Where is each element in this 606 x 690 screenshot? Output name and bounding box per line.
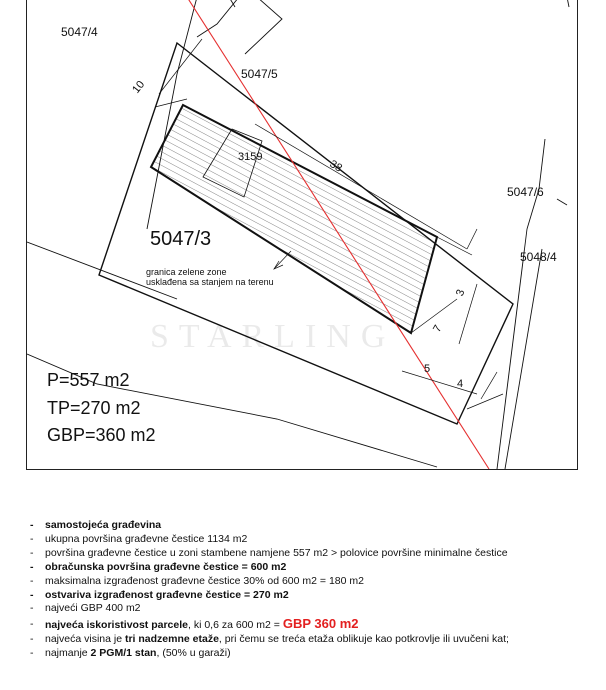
dimension-label-38: 38 (327, 158, 345, 175)
spec-item-1: - samostojeća građevina (30, 519, 509, 533)
dimension-label-3: 3 (454, 287, 468, 298)
spec-item-8-text: , ki 0,6 za 600 m2 = (188, 619, 283, 632)
spec-item-10 (30, 647, 509, 661)
spec-item-8-highlight: GBP 360 m2 (282, 616, 359, 632)
spec-item-8-bold: najveća iskoristivost parcele (45, 619, 188, 632)
parcel-label-3159: 3159 (238, 151, 263, 163)
spec-item-10-text: , (50% u garaži) (156, 647, 231, 660)
stat-gbp: GBP=360 m2 (47, 425, 156, 445)
parcel-label-5047-3: 5047/3 (150, 228, 212, 250)
green-zone-note-line-1: granica zelene zone (146, 267, 227, 277)
dimension-label-4: 4 (457, 378, 464, 390)
parcel-label-5047-4: 5047/4 (61, 25, 98, 39)
site-plan (26, 0, 578, 470)
spec-item-6: - ostvariva izgrađenost građevne čestice = 270 m2 (30, 589, 509, 603)
spec-item-9-text: , pri čemu se treća etaža oblikuje kao potkrovlje ili uvučeni kat; (218, 633, 509, 646)
watermark: STARLING (150, 318, 396, 355)
spec-item-7: - najveći GBP 400 m2 (30, 602, 509, 616)
spec-item-9 (30, 633, 509, 647)
specs-list (30, 519, 509, 661)
stat-tp: TP=270 m2 (47, 398, 141, 418)
spec-item-9-start: najveća visina je (45, 633, 125, 646)
dimension-label-5: 5 (424, 363, 431, 375)
green-zone-note (146, 267, 274, 287)
parcel-label-5047-6: 5047/6 (507, 185, 544, 199)
parcel-label-5048-4: 5048/4 (520, 250, 557, 264)
green-zone-note-line-2: usklađena sa stanjem na terenu (146, 277, 274, 287)
dimension-label-10: 10 (130, 78, 148, 96)
spec-item-10-bold: 2 PGM/1 stan (90, 647, 157, 660)
dimension-label-7: 7 (431, 323, 445, 335)
parcel-label-5047-5: 5047/5 (241, 67, 278, 81)
spec-item-3: - površina građevne čestice u zoni stambene namjene 557 m2 > polovice površine minimalne čestice (30, 547, 509, 561)
spec-item-8 (30, 616, 509, 633)
spec-item-4: - obračunska površina građevne čestice = 600 m2 (30, 561, 509, 575)
spec-item-5: - maksimalna izgrađenost građevne čestice 30% od 600 m2 = 180 m2 (30, 575, 509, 589)
spec-item-9-bold: tri nadzemne etaže (124, 633, 219, 646)
spec-item-2: - ukupna površina građevne čestice 1134 m2 (30, 533, 509, 547)
stat-area: P=557 m2 (47, 370, 130, 390)
spec-item-10-start: najmanje (45, 647, 91, 660)
building-footprint (151, 105, 437, 333)
